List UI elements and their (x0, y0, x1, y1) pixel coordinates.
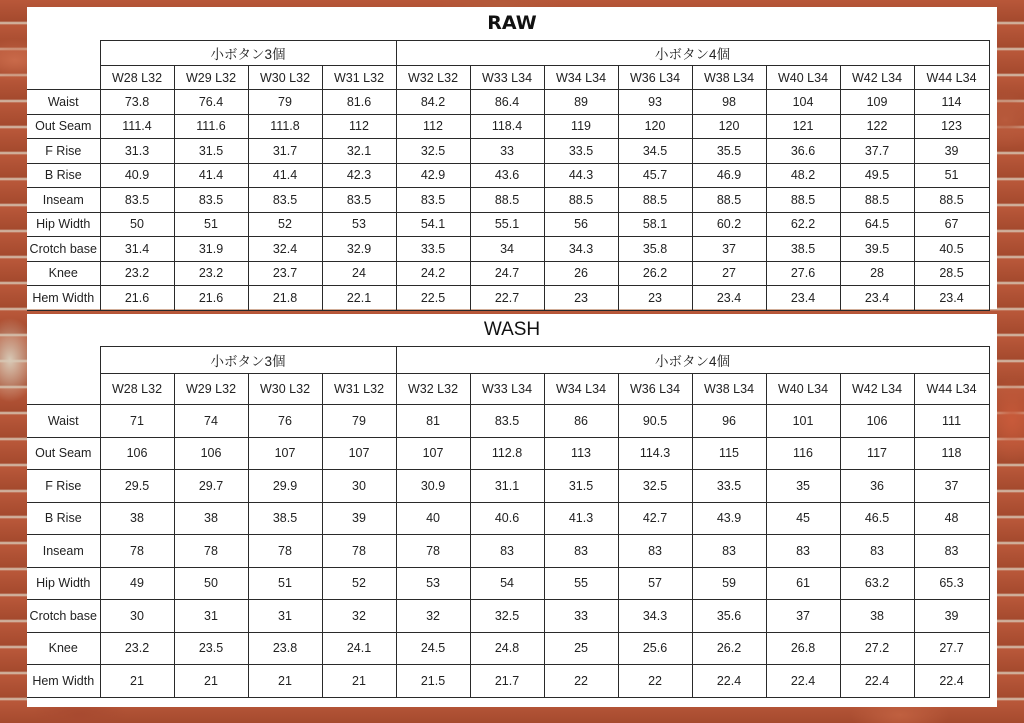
measurement-value: 83 (544, 535, 618, 568)
measurement-value: 39 (322, 502, 396, 535)
measurement-value: 30 (100, 600, 174, 633)
measurement-value: 28.5 (914, 261, 989, 286)
measurement-value: 38.5 (766, 237, 840, 262)
size-column-header: W36 L34 (618, 66, 692, 90)
size-column-header: W33 L34 (470, 66, 544, 90)
measurement-value: 83 (470, 535, 544, 568)
size-column-header: W38 L34 (692, 66, 766, 90)
measurement-value: 81.6 (322, 90, 396, 115)
measurement-value: 37 (766, 600, 840, 633)
size-column-header: W33 L34 (470, 374, 544, 405)
raw-size-chart (27, 7, 997, 309)
measurement-value: 50 (100, 212, 174, 237)
measurement-value: 43.9 (692, 502, 766, 535)
measurement-value: 45.7 (618, 163, 692, 188)
measurement-value: 49 (100, 567, 174, 600)
measurement-value: 78 (248, 535, 322, 568)
button-group-header: 小ボタン3個 (100, 41, 396, 66)
measurement-label: B Rise (27, 502, 100, 535)
measurement-value: 57 (618, 567, 692, 600)
measurement-value: 35.6 (692, 600, 766, 633)
measurement-value: 61 (766, 567, 840, 600)
measurement-value: 26 (544, 261, 618, 286)
measurement-value: 45 (766, 502, 840, 535)
measurement-label: F Rise (27, 139, 100, 164)
measurement-value: 83 (840, 535, 914, 568)
measurement-value: 76 (248, 405, 322, 438)
size-column-header: W29 L32 (174, 66, 248, 90)
measurement-value: 46.9 (692, 163, 766, 188)
measurement-row (27, 470, 989, 503)
measurement-value: 50 (174, 567, 248, 600)
size-column-header: W42 L34 (840, 66, 914, 90)
measurement-value: 22.4 (914, 665, 989, 698)
measurement-value: 31.1 (470, 470, 544, 503)
measurement-value: 42.7 (618, 502, 692, 535)
measurement-value: 33.5 (396, 237, 470, 262)
measurement-value: 37 (914, 470, 989, 503)
measurement-row (27, 237, 989, 262)
measurement-value: 46.5 (840, 502, 914, 535)
measurement-value: 112 (322, 114, 396, 139)
measurement-value: 21.6 (100, 286, 174, 311)
size-column-header: W44 L34 (914, 374, 989, 405)
measurement-value: 28 (840, 261, 914, 286)
measurement-value: 56 (544, 212, 618, 237)
measurement-value: 79 (248, 90, 322, 115)
measurement-value: 96 (692, 405, 766, 438)
measurement-row (27, 90, 989, 115)
measurement-value: 31 (174, 600, 248, 633)
measurement-value: 38.5 (248, 502, 322, 535)
measurement-row (27, 567, 989, 600)
measurement-value: 27.7 (914, 632, 989, 665)
measurement-value: 23.4 (692, 286, 766, 311)
measurement-label: Knee (27, 261, 100, 286)
measurement-value: 35.8 (618, 237, 692, 262)
measurement-value: 111 (914, 405, 989, 438)
measurement-value: 23.5 (174, 632, 248, 665)
measurement-value: 104 (766, 90, 840, 115)
measurement-value: 89 (544, 90, 618, 115)
measurement-value: 88.5 (544, 188, 618, 213)
measurement-value: 23.2 (174, 261, 248, 286)
measurement-value: 32.1 (322, 139, 396, 164)
corner-blank (27, 374, 100, 405)
measurement-value: 39.5 (840, 237, 914, 262)
measurement-value: 106 (100, 437, 174, 470)
measurement-value: 23 (544, 286, 618, 311)
measurement-value: 101 (766, 405, 840, 438)
measurement-value: 106 (840, 405, 914, 438)
measurement-value: 27.2 (840, 632, 914, 665)
measurement-value: 23.2 (100, 261, 174, 286)
measurement-value: 21.5 (396, 665, 470, 698)
measurement-value: 23 (618, 286, 692, 311)
measurement-label: Hem Width (27, 286, 100, 311)
measurement-value: 54.1 (396, 212, 470, 237)
measurement-value: 88.5 (692, 188, 766, 213)
measurement-value: 29.7 (174, 470, 248, 503)
size-column-header: W40 L34 (766, 66, 840, 90)
measurement-value: 78 (322, 535, 396, 568)
measurement-value: 120 (692, 114, 766, 139)
measurement-value: 83.5 (174, 188, 248, 213)
measurement-value: 37.7 (840, 139, 914, 164)
measurement-value: 31.9 (174, 237, 248, 262)
measurement-value: 78 (100, 535, 174, 568)
measurement-value: 33.5 (544, 139, 618, 164)
size-column-header: W44 L34 (914, 66, 989, 90)
measurement-row (27, 261, 989, 286)
measurement-value: 32.4 (248, 237, 322, 262)
measurement-value: 22.5 (396, 286, 470, 311)
measurement-value: 31 (248, 600, 322, 633)
measurement-value: 23.4 (766, 286, 840, 311)
measurement-value: 49.5 (840, 163, 914, 188)
measurement-value: 59 (692, 567, 766, 600)
size-column-header: W31 L32 (322, 66, 396, 90)
measurement-value: 53 (322, 212, 396, 237)
measurement-value: 21.6 (174, 286, 248, 311)
button-group-header: 小ボタン4個 (396, 41, 989, 66)
measurement-value: 39 (914, 600, 989, 633)
measurement-value: 33.5 (692, 470, 766, 503)
corner-blank (27, 41, 100, 66)
measurement-value: 83.5 (322, 188, 396, 213)
raw-title: RAW (487, 12, 537, 34)
measurement-value: 42.3 (322, 163, 396, 188)
measurement-label: Inseam (27, 535, 100, 568)
measurement-value: 81 (396, 405, 470, 438)
measurement-row (27, 188, 989, 213)
measurement-value: 32.5 (618, 470, 692, 503)
measurement-value: 26.2 (618, 261, 692, 286)
measurement-value: 34.5 (618, 139, 692, 164)
measurement-value: 78 (174, 535, 248, 568)
measurement-value: 39 (914, 139, 989, 164)
measurement-label: Inseam (27, 188, 100, 213)
measurement-value: 32.5 (396, 139, 470, 164)
measurement-value: 25.6 (618, 632, 692, 665)
measurement-value: 78 (396, 535, 470, 568)
measurement-value: 83 (914, 535, 989, 568)
measurement-value: 22 (618, 665, 692, 698)
measurement-value: 22 (544, 665, 618, 698)
measurement-value: 30.9 (396, 470, 470, 503)
measurement-value: 40.9 (100, 163, 174, 188)
measurement-row (27, 632, 989, 665)
measurement-value: 74 (174, 405, 248, 438)
measurement-value: 111.4 (100, 114, 174, 139)
measurement-value: 111.6 (174, 114, 248, 139)
measurement-value: 22.4 (766, 665, 840, 698)
measurement-value: 24.2 (396, 261, 470, 286)
measurement-value: 21 (248, 665, 322, 698)
measurement-value: 113 (544, 437, 618, 470)
measurement-row (27, 114, 989, 139)
measurement-value: 71 (100, 405, 174, 438)
measurement-value: 21.7 (470, 665, 544, 698)
size-column-header: W30 L32 (248, 374, 322, 405)
measurement-label: Hip Width (27, 567, 100, 600)
measurement-value: 41.3 (544, 502, 618, 535)
measurement-value: 40.5 (914, 237, 989, 262)
measurement-row (27, 600, 989, 633)
measurement-value: 22.4 (692, 665, 766, 698)
measurement-row (27, 405, 989, 438)
measurement-value: 38 (840, 600, 914, 633)
measurement-label: Waist (27, 90, 100, 115)
measurement-value: 31.5 (544, 470, 618, 503)
measurement-value: 37 (692, 237, 766, 262)
measurement-value: 51 (914, 163, 989, 188)
measurement-value: 32.5 (470, 600, 544, 633)
measurement-value: 116 (766, 437, 840, 470)
measurement-value: 58.1 (618, 212, 692, 237)
measurement-value: 22.1 (322, 286, 396, 311)
measurement-value: 26.2 (692, 632, 766, 665)
measurement-value: 117 (840, 437, 914, 470)
measurement-value: 106 (174, 437, 248, 470)
measurement-value: 21 (174, 665, 248, 698)
size-column-header: W32 L32 (396, 66, 470, 90)
measurement-value: 24 (322, 261, 396, 286)
measurement-value: 86 (544, 405, 618, 438)
measurement-row (27, 437, 989, 470)
measurement-value: 52 (248, 212, 322, 237)
measurement-value: 93 (618, 90, 692, 115)
measurement-value: 121 (766, 114, 840, 139)
measurement-value: 118 (914, 437, 989, 470)
measurement-value: 35.5 (692, 139, 766, 164)
size-column-header: W32 L32 (396, 374, 470, 405)
measurement-value: 38 (100, 502, 174, 535)
measurement-value: 43.6 (470, 163, 544, 188)
measurement-value: 22.4 (840, 665, 914, 698)
size-column-header: W31 L32 (322, 374, 396, 405)
measurement-value: 33 (470, 139, 544, 164)
measurement-row (27, 665, 989, 698)
measurement-value: 24.7 (470, 261, 544, 286)
size-column-header: W30 L32 (248, 66, 322, 90)
measurement-value: 27.6 (766, 261, 840, 286)
measurement-value: 112 (396, 114, 470, 139)
measurement-value: 36 (840, 470, 914, 503)
measurement-value: 24.5 (396, 632, 470, 665)
measurement-value: 34 (470, 237, 544, 262)
measurement-value: 29.9 (248, 470, 322, 503)
measurement-value: 123 (914, 114, 989, 139)
measurement-value: 52 (322, 567, 396, 600)
measurement-value: 44.3 (544, 163, 618, 188)
measurement-label: Out Seam (27, 437, 100, 470)
measurement-value: 41.4 (248, 163, 322, 188)
measurement-value: 67 (914, 212, 989, 237)
measurement-value: 111.8 (248, 114, 322, 139)
measurement-value: 79 (322, 405, 396, 438)
measurement-value: 26.8 (766, 632, 840, 665)
measurement-value: 76.4 (174, 90, 248, 115)
measurement-label: Waist (27, 405, 100, 438)
measurement-value: 23.8 (248, 632, 322, 665)
measurement-value: 114.3 (618, 437, 692, 470)
measurement-row (27, 286, 989, 311)
measurement-value: 114 (914, 90, 989, 115)
measurement-value: 55 (544, 567, 618, 600)
measurement-value: 48.2 (766, 163, 840, 188)
measurement-value: 88.5 (766, 188, 840, 213)
measurement-value: 29.5 (100, 470, 174, 503)
measurement-value: 73.8 (100, 90, 174, 115)
measurement-value: 83.5 (100, 188, 174, 213)
measurement-label: F Rise (27, 470, 100, 503)
measurement-value: 36.6 (766, 139, 840, 164)
measurement-value: 83 (766, 535, 840, 568)
measurement-value: 40 (396, 502, 470, 535)
measurement-value: 32.9 (322, 237, 396, 262)
measurement-label: Crotch base (27, 237, 100, 262)
measurement-value: 83.5 (248, 188, 322, 213)
measurement-value: 30 (322, 470, 396, 503)
measurement-label: B Rise (27, 163, 100, 188)
size-column-header: W29 L32 (174, 374, 248, 405)
measurement-value: 63.2 (840, 567, 914, 600)
measurement-row (27, 139, 989, 164)
measurement-value: 122 (840, 114, 914, 139)
size-column-header: W36 L34 (618, 374, 692, 405)
measurement-value: 31.4 (100, 237, 174, 262)
measurement-value: 23.2 (100, 632, 174, 665)
size-column-header: W38 L34 (692, 374, 766, 405)
measurement-value: 21.8 (248, 286, 322, 311)
measurement-value: 83 (692, 535, 766, 568)
measurement-value: 27 (692, 261, 766, 286)
measurement-value: 40.6 (470, 502, 544, 535)
measurement-value: 88.5 (618, 188, 692, 213)
measurement-value: 107 (248, 437, 322, 470)
corner-blank (27, 347, 100, 374)
measurement-value: 34.3 (618, 600, 692, 633)
measurement-value: 62.2 (766, 212, 840, 237)
button-group-header: 小ボタン4個 (396, 347, 989, 374)
button-group-header: 小ボタン3個 (100, 347, 396, 374)
wash-title: WASH (483, 319, 541, 340)
measurement-value: 64.5 (840, 212, 914, 237)
measurement-value: 35 (766, 470, 840, 503)
measurement-value: 32 (396, 600, 470, 633)
measurement-value: 31.5 (174, 139, 248, 164)
measurement-value: 23.4 (840, 286, 914, 311)
measurement-value: 23.7 (248, 261, 322, 286)
measurement-value: 42.9 (396, 163, 470, 188)
raw-size-table (27, 40, 990, 311)
corner-blank (27, 66, 100, 90)
measurement-value: 53 (396, 567, 470, 600)
measurement-value: 83.5 (396, 188, 470, 213)
measurement-value: 60.2 (692, 212, 766, 237)
measurement-value: 33 (544, 600, 618, 633)
measurement-value: 84.2 (396, 90, 470, 115)
measurement-value: 115 (692, 437, 766, 470)
measurement-value: 34.3 (544, 237, 618, 262)
measurement-value: 90.5 (618, 405, 692, 438)
size-column-header: W34 L34 (544, 374, 618, 405)
measurement-value: 118.4 (470, 114, 544, 139)
measurement-value: 83 (618, 535, 692, 568)
measurement-label: Crotch base (27, 600, 100, 633)
measurement-row (27, 212, 989, 237)
measurement-row (27, 502, 989, 535)
measurement-value: 51 (174, 212, 248, 237)
measurement-label: Out Seam (27, 114, 100, 139)
measurement-value: 24.8 (470, 632, 544, 665)
measurement-value: 38 (174, 502, 248, 535)
measurement-value: 54 (470, 567, 544, 600)
measurement-value: 24.1 (322, 632, 396, 665)
size-column-header: W40 L34 (766, 374, 840, 405)
measurement-value: 55.1 (470, 212, 544, 237)
measurement-value: 65.3 (914, 567, 989, 600)
measurement-value: 88.5 (840, 188, 914, 213)
measurement-value: 23.4 (914, 286, 989, 311)
measurement-value: 32 (322, 600, 396, 633)
measurement-value: 25 (544, 632, 618, 665)
measurement-row (27, 535, 989, 568)
measurement-value: 51 (248, 567, 322, 600)
measurement-value: 107 (396, 437, 470, 470)
measurement-value: 31.3 (100, 139, 174, 164)
size-column-header: W34 L34 (544, 66, 618, 90)
measurement-value: 22.7 (470, 286, 544, 311)
measurement-value: 86.4 (470, 90, 544, 115)
size-column-header: W28 L32 (100, 66, 174, 90)
wash-size-table (27, 346, 990, 698)
measurement-value: 107 (322, 437, 396, 470)
measurement-value: 120 (618, 114, 692, 139)
measurement-value: 21 (100, 665, 174, 698)
wash-size-chart (27, 314, 997, 707)
measurement-value: 83.5 (470, 405, 544, 438)
measurement-value: 88.5 (470, 188, 544, 213)
measurement-value: 109 (840, 90, 914, 115)
size-column-header: W28 L32 (100, 374, 174, 405)
size-column-header: W42 L34 (840, 374, 914, 405)
measurement-value: 112.8 (470, 437, 544, 470)
measurement-label: Hip Width (27, 212, 100, 237)
measurement-label: Hem Width (27, 665, 100, 698)
measurement-value: 21 (322, 665, 396, 698)
measurement-value: 98 (692, 90, 766, 115)
measurement-value: 88.5 (914, 188, 989, 213)
measurement-value: 41.4 (174, 163, 248, 188)
measurement-value: 31.7 (248, 139, 322, 164)
measurement-label: Knee (27, 632, 100, 665)
measurement-value: 48 (914, 502, 989, 535)
measurement-value: 119 (544, 114, 618, 139)
measurement-row (27, 163, 989, 188)
